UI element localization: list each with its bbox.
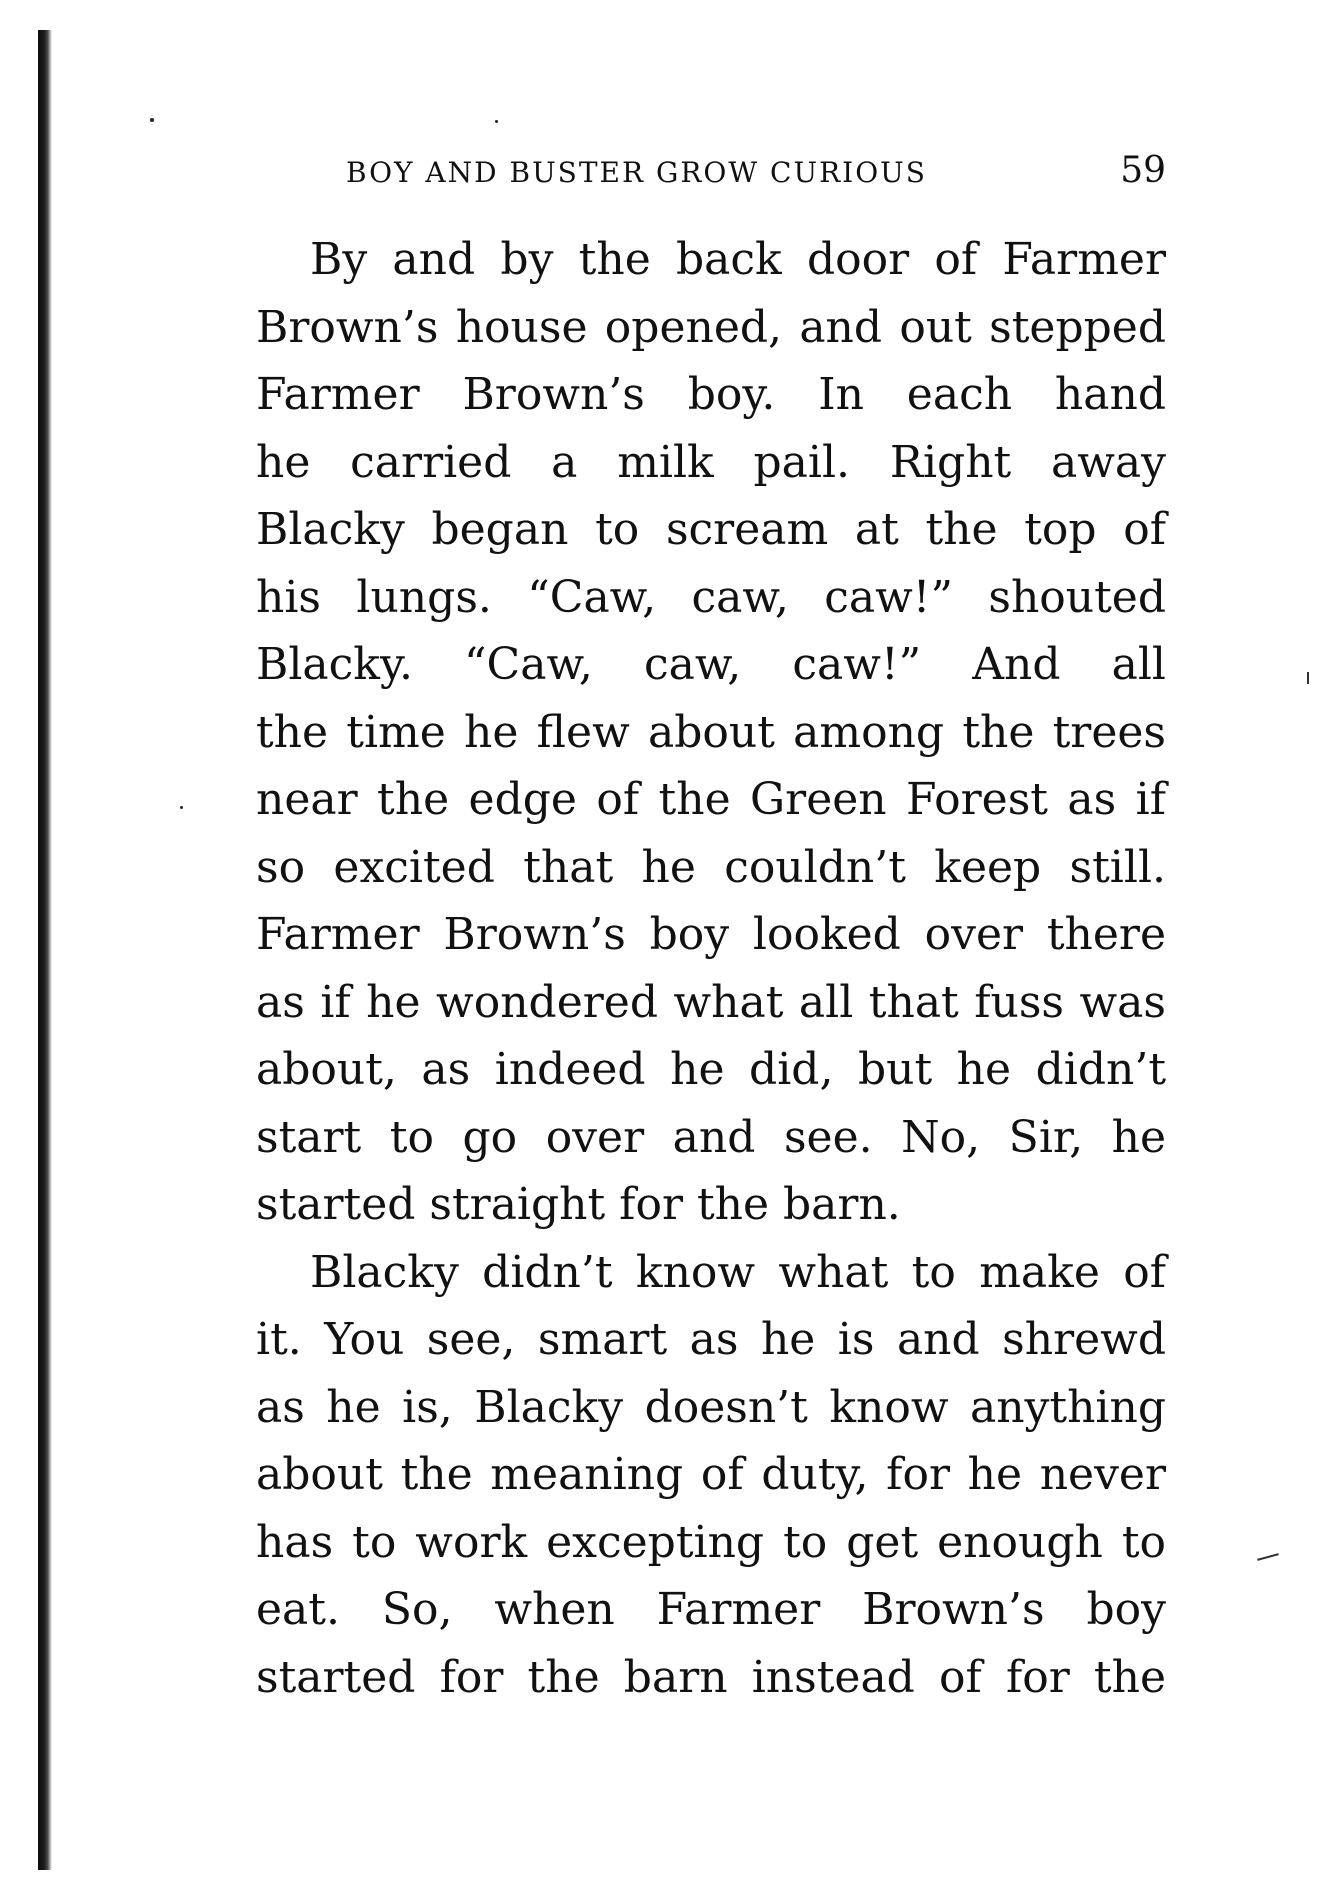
text-line: about, as indeed he did, but he didn’t bbox=[256, 1044, 1166, 1095]
page-header bbox=[256, 150, 1166, 200]
text-line: as if he wondered what all that fuss was bbox=[256, 976, 1166, 1028]
scan-stroke bbox=[1307, 672, 1309, 684]
scan-speck bbox=[150, 118, 154, 122]
text-line: Farmer Brown’s boy looked over there bbox=[256, 909, 1166, 960]
text-line: so excited that he couldn’t keep still. bbox=[256, 841, 1166, 893]
running-title: BOY AND BUSTER GROW CURIOUS bbox=[346, 156, 927, 189]
text-line: started for the barn instead of for the bbox=[256, 1651, 1166, 1703]
text-line: Farmer Brown’s boy. In each hand bbox=[256, 369, 1166, 420]
text-line: has to work excepting to get enough to bbox=[256, 1516, 1166, 1568]
scan-speck bbox=[495, 120, 498, 123]
text-line: started straight for the barn. bbox=[256, 1179, 901, 1230]
body-text bbox=[256, 226, 1166, 1711]
text-line: as he is, Blacky doesn’t know anything bbox=[256, 1381, 1166, 1433]
text-line: By and by the back door of Farmer bbox=[310, 234, 1166, 285]
text-line: Blacky. “Caw, caw, caw!” And all bbox=[256, 639, 1166, 690]
text-line: the time he flew about among the trees bbox=[256, 706, 1166, 758]
text-line: start to go over and see. No, Sir, he bbox=[256, 1111, 1166, 1163]
scan-stroke bbox=[1257, 1553, 1279, 1561]
text-line: he carried a milk pail. Right away bbox=[256, 436, 1166, 488]
page-number: 59 bbox=[1120, 150, 1166, 191]
page-binding-edge bbox=[38, 30, 52, 1870]
text-line: Brown’s house opened, and out stepped bbox=[256, 301, 1166, 353]
text-line: about the meaning of duty, for he never bbox=[256, 1449, 1166, 1500]
text-line: Blacky didn’t know what to make of bbox=[310, 1246, 1166, 1298]
text-line: eat. So, when Farmer Brown’s boy bbox=[256, 1584, 1166, 1635]
scan-speck bbox=[180, 806, 183, 809]
text-line: near the edge of the Green Forest as if bbox=[256, 774, 1166, 825]
text-line: Blacky began to scream at the top of bbox=[256, 504, 1166, 555]
text-line: it. You see, smart as he is and shrewd bbox=[256, 1314, 1166, 1365]
text-line: his lungs. “Caw, caw, caw!” shouted bbox=[256, 571, 1166, 623]
